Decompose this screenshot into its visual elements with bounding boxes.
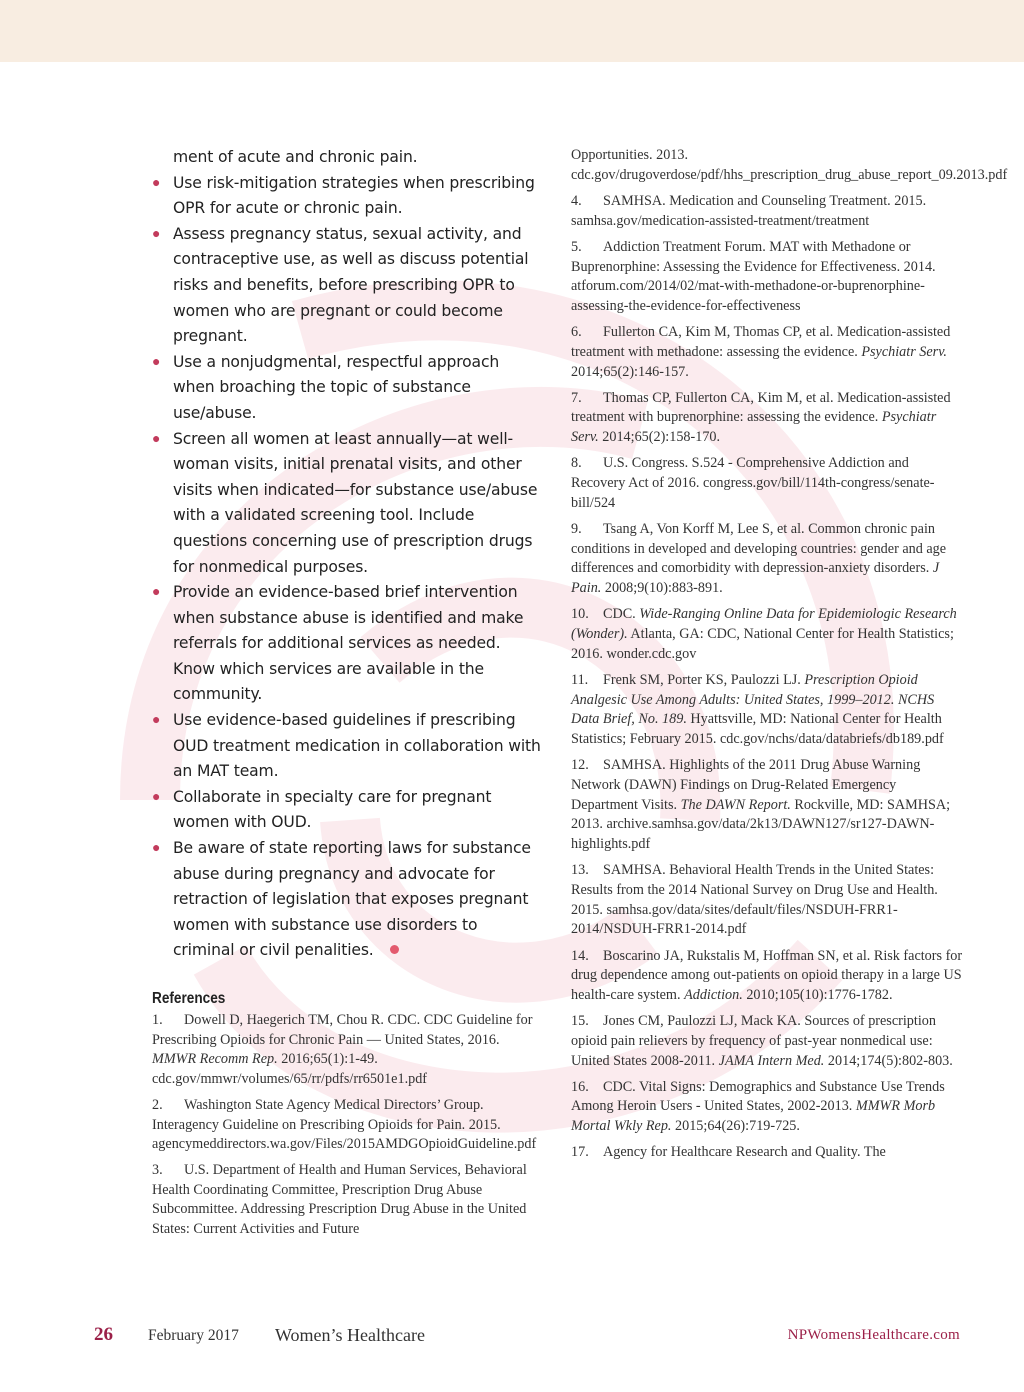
reference-text: Boscarino JA, Rukstalis M, Hoffman SN, et al. Risk factors for drug dependence among out-patients on opioid therapy in a large US health-care system. <box>571 947 963 1003</box>
bullet-icon: ● <box>152 226 161 242</box>
reference-number: 3. <box>152 1161 163 1178</box>
bullet-icon: ● <box>152 789 161 805</box>
reference-continuation: Opportunities. 2013. cdc.gov/drugoverdose/pdf/hhs_prescription_drug_abuse_report_09.2013.pdf <box>571 147 1008 183</box>
reference-text: Frenk SM, Porter KS, Paulozzi LJ. <box>603 671 805 688</box>
list-item: ● Use evidence-based guidelines if prescribing OUD treatment medication in collaboration with an MAT team. <box>152 708 542 785</box>
reference-list-right <box>571 192 963 1163</box>
reference-text: Thomas CP, Fullerton CA, Kim M, et al. Medication-assisted treatment with buprenorphine: assessing the evidence. <box>571 389 951 426</box>
reference-item <box>571 323 963 382</box>
reference-list-left <box>152 1011 542 1240</box>
reference-number: 2. <box>152 1096 163 1113</box>
reference-text: SAMHSA. Medication and Counseling Treatment. 2015. samhsa.gov/medication-assisted-treatment/treatment <box>571 192 927 229</box>
reference-number: 6. <box>571 324 582 341</box>
reference-journal: MMWR Recomm Rep. <box>152 1051 278 1068</box>
reference-number: 9. <box>571 520 582 537</box>
reference-number: 12. <box>571 757 589 774</box>
reference-item <box>571 861 963 940</box>
bullet-icon: ● <box>152 354 161 370</box>
reference-journal: MMWR Morb Mortal Wkly Rep. <box>571 1098 936 1135</box>
reference-number: 16. <box>571 1078 589 1095</box>
reference-text: Addiction Treatment Forum. MAT with Methadone or Buprenorphine: Assessing the Evidence for Effectiveness. 2014. atforum.com/2014/02/mat-with-methadone-or-buprenorphine-assessing-the-evidence-for-effectiveness <box>571 238 936 314</box>
reference-item <box>571 454 963 513</box>
reference-item <box>571 1143 963 1163</box>
reference-journal: Prescription Opioid Analgesic Use Among Adults: United States, 1999–2012. NCHS Data Brief, No. 189. <box>571 671 935 728</box>
list-item: ● Assess pregnancy status, sexual activity, and contraceptive use, as well as discuss potential risks and benefits, before prescribing OPR to women who are pregnant or could become pregnant. <box>152 222 542 350</box>
reference-item <box>571 1012 963 1071</box>
header-band <box>0 0 1024 62</box>
issue-date: February 2017 <box>148 1327 239 1344</box>
reference-number: 11. <box>571 671 589 688</box>
list-item: ● Use a nonjudgmental, respectful approach when broaching the topic of substance use/abuse. <box>152 350 542 427</box>
reference-item <box>571 1078 963 1137</box>
reference-text: SAMHSA. Behavioral Health Trends in the United States: Results from the 2014 National Survey on Drug Use and Health. 2015. samhsa.gov/data/sites/default/files/NSDUH-FRR1-2014/NSDUH-FRR1-2014.pdf <box>571 862 938 938</box>
reference-journal: J Pain. <box>571 560 940 597</box>
reference-text: Jones CM, Paulozzi LJ, Mack KA. Sources of prescription opioid pain relievers by frequency of past-year nonmedical use: United States 2008-2011. <box>571 1013 936 1069</box>
reference-number: 17. <box>571 1144 589 1161</box>
end-of-article-icon <box>390 945 399 954</box>
bullet-icon: ● <box>152 841 161 857</box>
bullet-icon: ● <box>152 431 161 447</box>
reference-item <box>571 947 963 1006</box>
list-item: ● Provide an evidence-based brief intervention when substance abuse is identified and make referrals for additional services as needed. Know which services are available in the community. <box>152 580 542 708</box>
reference-details: 2010;105(10):1776-1782. <box>742 986 893 1003</box>
bullet-icon: ● <box>152 585 161 601</box>
list-item: ● Screen all women at least annually—at well-woman visits, initial prenatal visits, and other visits when indicated—for substance use/abuse with a validated screening tool. Include questions concerning use of prescription drugs for nonmedical purposes. <box>152 427 542 581</box>
reference-text: U.S. Congress. S.524 - Comprehensive Addiction and Recovery Act of 2016. congress.gov/bill/114th-congress/senate-bill/524 <box>571 455 935 511</box>
bullet-icon: ● <box>152 713 161 729</box>
reference-item <box>571 671 963 750</box>
reference-details: 2014;174(5):802-803. <box>824 1052 953 1069</box>
reference-number: 4. <box>571 192 582 209</box>
reference-text: Washington State Agency Medical Directors’ Group. Interagency Guideline on Prescribing Opioids for Pain. 2015. agencymeddirectors.wa.gov/Files/2015AMDGOpioidGuideline.pdf <box>152 1096 537 1153</box>
reference-item <box>571 756 963 855</box>
reference-text: Dowell D, Haegerich TM, Chou R. CDC. CDC Guideline for Prescribing Opioids for Chronic Pain — United States, 2016. <box>152 1012 533 1048</box>
reference-number: 8. <box>571 455 582 472</box>
reference-journal: Wide-Ranging Online Data for Epidemiologic Research (Wonder). <box>571 606 957 642</box>
reference-details: Rockville, MD: SAMHSA; 2013. archive.samhsa.gov/data/2k13/DAWN127/sr127-DAWN-highlights.pdf <box>571 796 951 852</box>
site-label: NPWomensHealthcare.com <box>787 1327 960 1343</box>
reference-item <box>152 1096 542 1155</box>
reference-details: 2014;65(2):146-157. <box>571 363 689 380</box>
reference-number: 1. <box>152 1012 163 1028</box>
bullet-icon: ● <box>152 175 161 191</box>
recommendation-list <box>152 171 542 964</box>
reference-text: CDC. <box>603 606 640 623</box>
reference-item <box>571 520 963 599</box>
reference-number: 14. <box>571 947 589 964</box>
left-column <box>152 145 542 1246</box>
list-item: ● Use risk-mitigation strategies when prescribing OPR for acute or chronic pain. <box>152 171 542 222</box>
list-item: ● Collaborate in specialty care for pregnant women with OUD. <box>152 785 542 836</box>
reference-journal: Psychiatr Serv. <box>861 343 947 360</box>
reference-details: 2014;65(2):158-170. <box>598 429 721 446</box>
reference-journal: The DAWN Report. <box>680 796 791 813</box>
reference-text: Fullerton CA, Kim M, Thomas CP, et al. Medication-assisted treatment with methadone: assessing the evidence. <box>571 324 951 360</box>
reference-text: Agency for Healthcare Research and Quality. The <box>603 1144 886 1161</box>
page-footer <box>0 1324 1024 1350</box>
reference-details: 2008;9(10):883-891. <box>601 580 723 597</box>
continued-text: ment of acute and chronic pain. <box>173 148 418 166</box>
reference-item <box>571 605 963 664</box>
reference-text: U.S. Department of Health and Human Services, Behavioral Health Coordinating Committee, Prescription Drug Abuse Subcommittee. Addressing Prescription Drug Abuse in the United States: Current Activities and Future <box>152 1161 527 1238</box>
reference-journal: JAMA Intern Med. <box>718 1052 825 1069</box>
page-number: 26 <box>94 1324 113 1345</box>
references-heading: References <box>152 990 226 1007</box>
list-item: ● Be aware of state reporting laws for substance abuse during pregnancy and advocate for retraction of legislation that exposes pregnant women with substance use disorders to criminal or civil penalities. <box>152 836 542 964</box>
reference-details: Atlanta, GA: CDC, National Center for Health Statistics; 2016. wonder.cdc.gov <box>571 625 954 662</box>
reference-text: CDC. Vital Signs: Demographics and Substance Use Trends Among Heroin Users - United States, 2002-2013. <box>571 1078 945 1115</box>
reference-details: 2015;64(26):719-725. <box>671 1118 800 1135</box>
reference-details: 2016;65(1):1-49. cdc.gov/mmwr/volumes/65/rr/pdfs/rr6501e1.pdf <box>152 1051 428 1088</box>
reference-text: SAMHSA. Highlights of the 2011 Drug Abuse Warning Network (DAWN) Findings on Drug-Related Emergency Department Visits. <box>571 757 921 813</box>
reference-number: 13. <box>571 862 589 879</box>
reference-text: Tsang A, Von Korff M, Lee S, et al. Common chronic pain conditions in developed and developing countries: gender and age differences and comorbidity with depression-anxiety disorders. <box>571 520 947 577</box>
reference-item <box>152 1011 542 1090</box>
reference-journal: Addiction. <box>684 986 743 1003</box>
reference-item <box>152 1161 542 1240</box>
reference-item <box>571 389 963 448</box>
website-link[interactable] <box>788 1327 960 1344</box>
right-column <box>571 146 1008 1170</box>
reference-number: 7. <box>571 389 582 406</box>
reference-journal: Psychiatr Serv. <box>571 409 937 446</box>
reference-item <box>571 238 963 317</box>
reference-item <box>571 192 963 231</box>
magazine-title: Women’s Healthcare <box>275 1325 425 1345</box>
reference-number: 10. <box>571 606 589 623</box>
reference-details: Hyattsville, MD: National Center for Health Statistics; February 2015. cdc.gov/nchs/data/databriefs/db189.pdf <box>571 711 944 747</box>
reference-number: 5. <box>571 238 582 255</box>
reference-number: 15. <box>571 1013 589 1030</box>
